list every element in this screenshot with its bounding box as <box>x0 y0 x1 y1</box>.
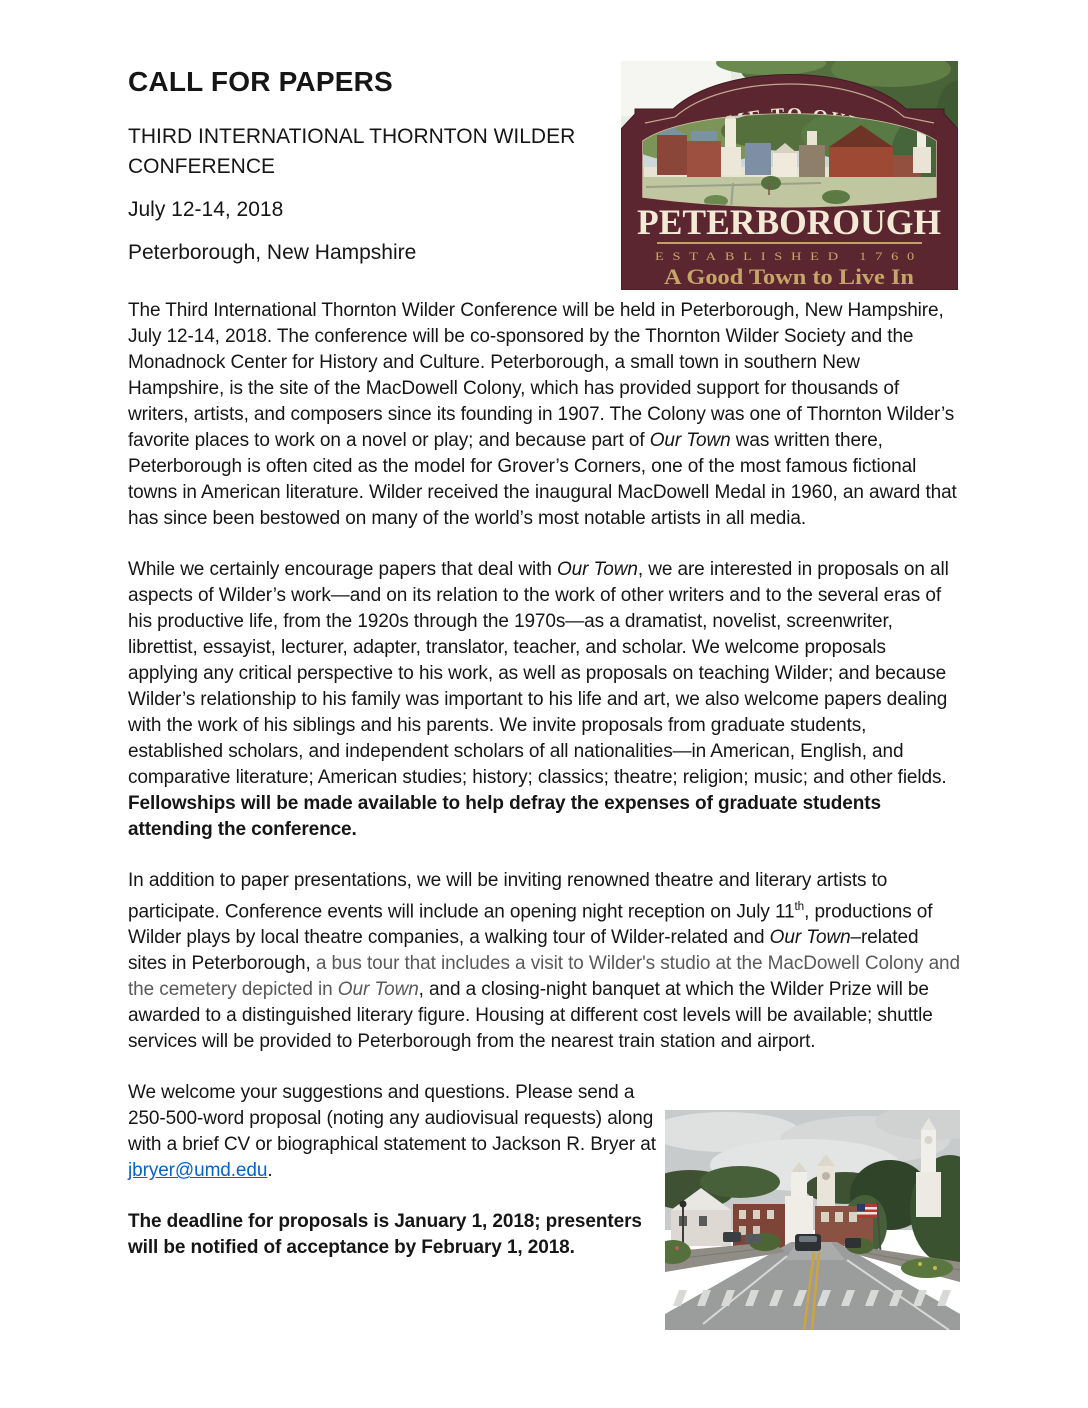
submission-paragraph <box>128 1080 668 1184</box>
text-run: We welcome your suggestions and questions. Please send a 250-500-word proposal (noting any audiovisual requests) along with a brief CV or biographical statement to Jackson R. Bryer at <box>128 1082 656 1156</box>
peterborough-street-photo <box>665 1110 960 1330</box>
text-run: . <box>267 1160 273 1182</box>
deadline-paragraph <box>128 1209 668 1261</box>
text-run: Our Town <box>556 559 638 580</box>
text-run: Our Town <box>649 430 731 451</box>
text-run: , and a closing-night banquet at which the Wilder Prize will be awarded to a distinguished literary figure. Housing at different cost levels will be available; shuttle services will be provided to Peterborough from the nearest train station and airport. <box>128 979 933 1053</box>
text-run: Our Town <box>769 927 851 949</box>
events-paragraph <box>128 868 960 1055</box>
text-run: The deadline for proposals is January 1, 2018; presenters will be notified of acceptance by February 1, 2018. <box>128 1211 642 1259</box>
intro-paragraph <box>128 298 960 532</box>
text-run: th <box>794 900 805 913</box>
text-run: was written there, Peterborough is often cited as the model for Grover’s Corners, one of the most famous fictional towns in American literature. Wilder received the inaugural MacDowell Medal in 1960, an award that has since been bestowed on many of the world’s most notable artists in all media. <box>128 430 957 529</box>
scope-paragraph <box>128 557 960 843</box>
conference-location: Peterborough, New Hampshire <box>128 241 417 264</box>
sign-tagline: A Good Town to Live In <box>664 264 914 289</box>
text-run: Our Town <box>337 979 419 1001</box>
sign-established-text: ESTABLISHED 1760 <box>655 251 923 263</box>
text-run: The Third International Thornton Wilder Conference will be held in Peterborough, New Hampshire, July 12-14, 2018. The conference will be co-sponsored by the Thornton Wilder Society and the Monadnock Center for History and Culture. Peterborough, a small town in southern New Hampshire, is the site of the MacDowell Colony, which has provided support for thousands of writers, artists, and composers since its founding in 1907. The Colony was one of Thornton Wilder’s favorite places to work on a novel or play; and because part of <box>128 300 955 451</box>
conference-title: THIRD INTERNATIONAL THORNTON WILDER CONFERENCE <box>128 125 576 178</box>
conference-dates: July 12-14, 2018 <box>128 198 284 221</box>
text-run: , productions of Wilder plays by local theatre companies, a walking tour of Wilder-related and <box>128 901 933 949</box>
text-run: –related sites in Peterborough, <box>128 927 919 975</box>
text-run: , we are interested in proposals on all aspects of Wilder’s work—and on its relation to the work of other writers and to the several eras of his productive life, from the 1920s through the 1970s—as a dramatist, novelist, screenwriter, librettist, essayist, lecturer, adapter, translator, teacher, and scholar. We welcome proposals applying any critical perspective to his work, as well as proposals on teaching Wilder; and because Wilder’s relationship to his family was important to his life and art, we also welcome papers dealing with the work of his siblings and his parents. We invite proposals from graduate students, established scholars, and independent scholars of all nationalities—in American, English, and comparative literature; American studies; history; classics; theatre; religion; music; and other fields. <box>128 559 949 788</box>
email-link[interactable]: jbryer@umd.edu <box>128 1160 268 1182</box>
sign-town-name: PETERBOROUGH <box>637 202 941 242</box>
text-run: While we certainly encourage papers that deal with <box>128 559 557 580</box>
page-title: CALL FOR PAPERS <box>128 66 393 97</box>
text-run: In addition to paper presentations, we will be inviting renowned theatre and literary artists to participate. Conference events will include an opening night reception on July 11 <box>128 870 888 923</box>
photo-car <box>795 1234 821 1251</box>
text-run: a bus tour that includes a visit to Wilder's studio at the MacDowell Colony and the cemetery depicted in <box>128 953 960 1001</box>
text-run: Fellowships will be made available to help defray the expenses of graduate students attending the conference. <box>128 793 881 840</box>
peterborough-welcome-sign-image <box>621 61 958 290</box>
